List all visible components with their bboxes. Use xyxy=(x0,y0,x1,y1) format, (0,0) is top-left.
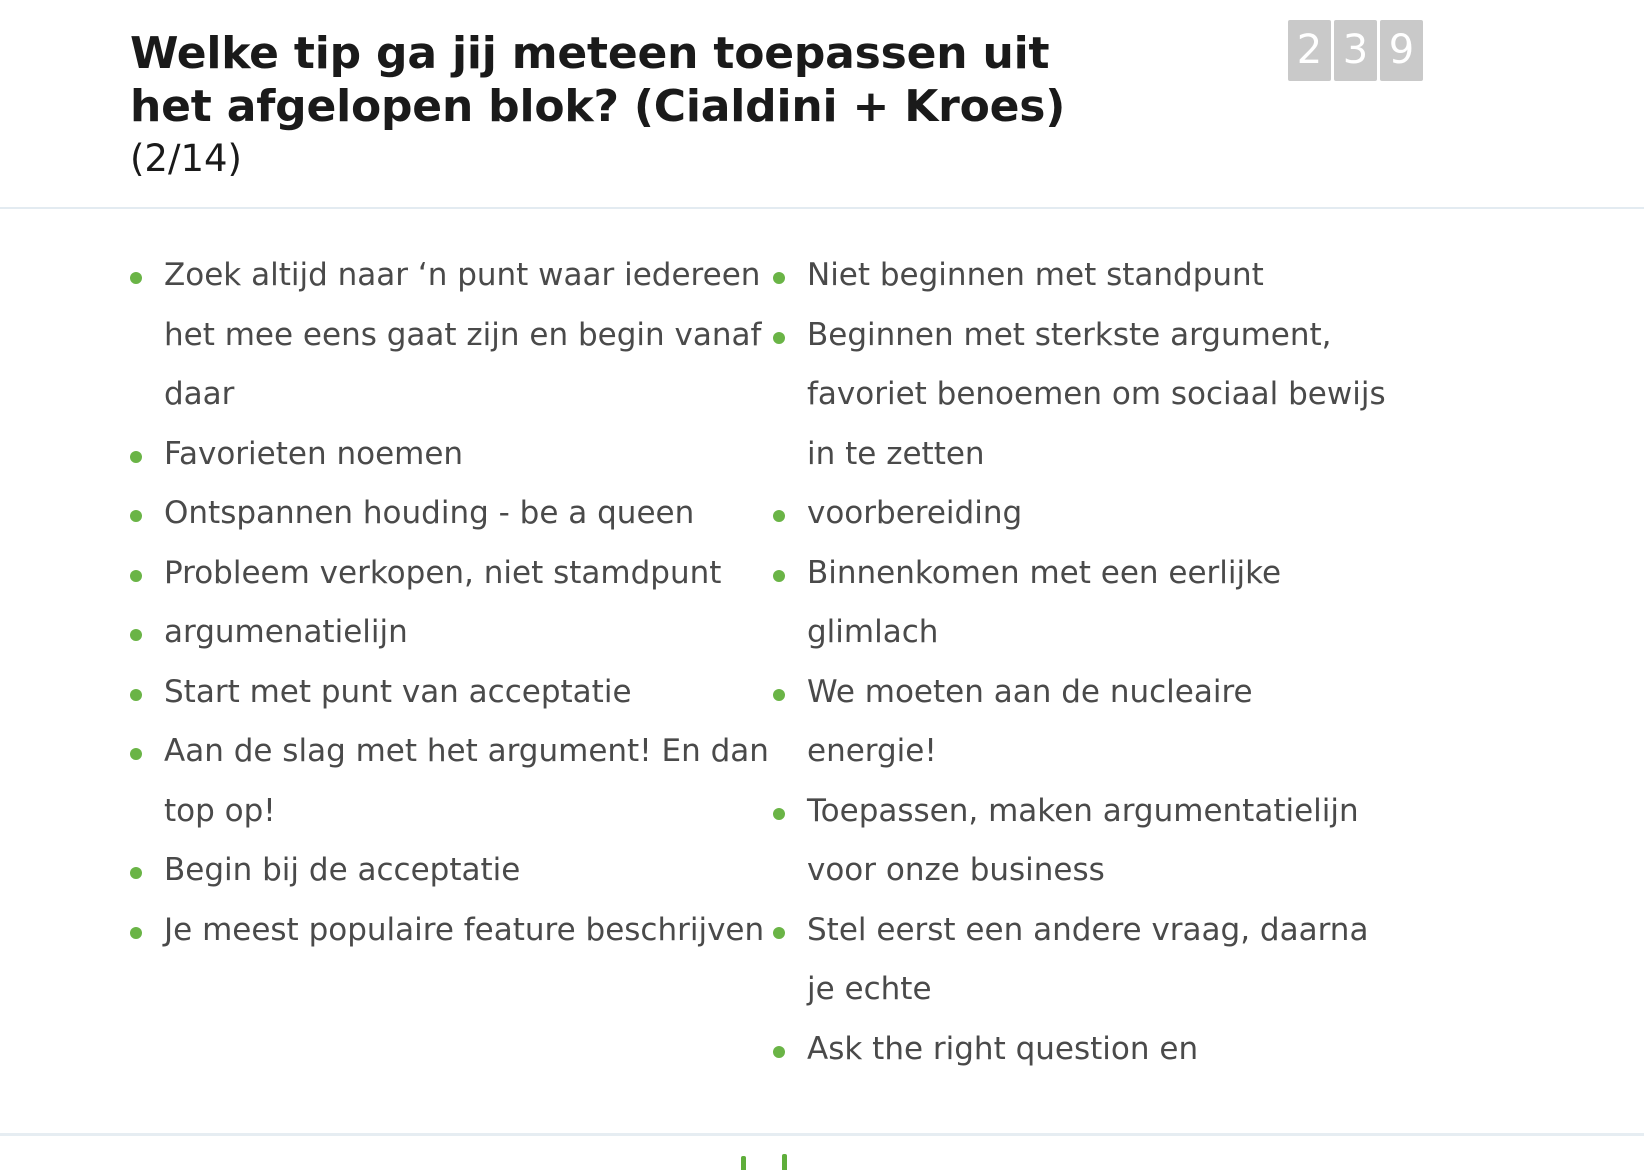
footer-divider xyxy=(0,1133,1644,1136)
answer-item xyxy=(126,663,769,723)
answer-item xyxy=(126,841,769,901)
response-counter-digit: 9 xyxy=(1380,20,1423,81)
answer-text: voorbereiding xyxy=(807,495,1023,531)
bullet-icon xyxy=(130,451,142,463)
bullet-icon xyxy=(773,272,785,284)
answer-text: argumenatielijn xyxy=(164,614,408,650)
answer-item xyxy=(126,901,769,961)
answer-item xyxy=(126,425,769,485)
answer-text: Je meest populaire feature beschrijven xyxy=(164,911,765,948)
answer-item xyxy=(769,306,1389,485)
bullet-icon xyxy=(773,808,785,820)
answer-text: Beginnen met sterkste argument, favoriet benoemen om sociaal bewijs in te zetten xyxy=(807,316,1386,472)
bullet-icon xyxy=(130,748,142,760)
bullet-icon xyxy=(773,1046,785,1058)
question-header xyxy=(0,0,1644,209)
answer-item xyxy=(126,603,769,663)
answer-text: Binnenkomen met een eerlijke glimlach xyxy=(807,554,1282,650)
bullet-icon xyxy=(130,867,142,879)
answer-text: Probleem verkopen, niet stamdpunt xyxy=(164,554,722,591)
answer-item xyxy=(126,484,769,544)
answer-text: Stel eerst een andere vraag, daarna je echte xyxy=(807,911,1369,1007)
bullet-icon xyxy=(130,927,142,939)
question-progress: (2/14) xyxy=(130,137,242,180)
response-counter-digit: 3 xyxy=(1334,20,1377,81)
answer-text: Ontspannen houding - be a queen xyxy=(164,495,695,531)
bullet-icon xyxy=(773,510,785,522)
answer-text: Ask the right question en xyxy=(807,1030,1199,1067)
bullet-icon xyxy=(773,689,785,701)
answer-item xyxy=(769,246,1389,306)
answer-item xyxy=(769,1020,1389,1080)
response-counter xyxy=(1288,20,1423,81)
answer-item xyxy=(769,901,1389,1020)
answer-item xyxy=(769,484,1389,544)
answer-text: We moeten aan de nucleaire energie! xyxy=(807,673,1253,769)
response-counter-digit: 2 xyxy=(1288,20,1331,81)
question-title: Welke tip ga jij meteen toepassen uit het afgelopen blok? (Cialdini + Kroes) xyxy=(130,28,1066,132)
bullet-icon xyxy=(130,629,142,641)
bullet-icon xyxy=(130,570,142,582)
bullet-icon xyxy=(130,689,142,701)
answer-text: Zoek altijd naar ‘n punt waar iedereen het mee eens gaat zijn en begin vanaf daar xyxy=(164,257,762,412)
bullet-icon xyxy=(130,272,142,284)
answer-item xyxy=(769,782,1389,901)
answers-list xyxy=(126,246,1389,1079)
answer-item xyxy=(769,544,1389,663)
brand-logo-icon xyxy=(738,1148,808,1170)
answer-text: Niet beginnen met standpunt xyxy=(807,257,1264,293)
bullet-icon xyxy=(130,510,142,522)
answer-text: Favorieten noemen xyxy=(164,435,464,472)
answer-text: Begin bij de acceptatie xyxy=(164,852,521,888)
answers-column-left xyxy=(126,246,769,1079)
bullet-icon xyxy=(773,570,785,582)
answer-item xyxy=(126,722,769,841)
answer-item xyxy=(769,663,1389,782)
answer-text: Start met punt van acceptatie xyxy=(164,673,632,710)
bullet-icon xyxy=(773,332,785,344)
answer-text: Toepassen, maken argumentatielijn voor onze business xyxy=(807,792,1359,888)
answer-text: Aan de slag met het argument! En dan top op! xyxy=(164,733,769,829)
bullet-icon xyxy=(773,927,785,939)
answers-column-right xyxy=(769,246,1389,1079)
answer-item xyxy=(126,246,769,425)
answer-item xyxy=(126,544,769,604)
